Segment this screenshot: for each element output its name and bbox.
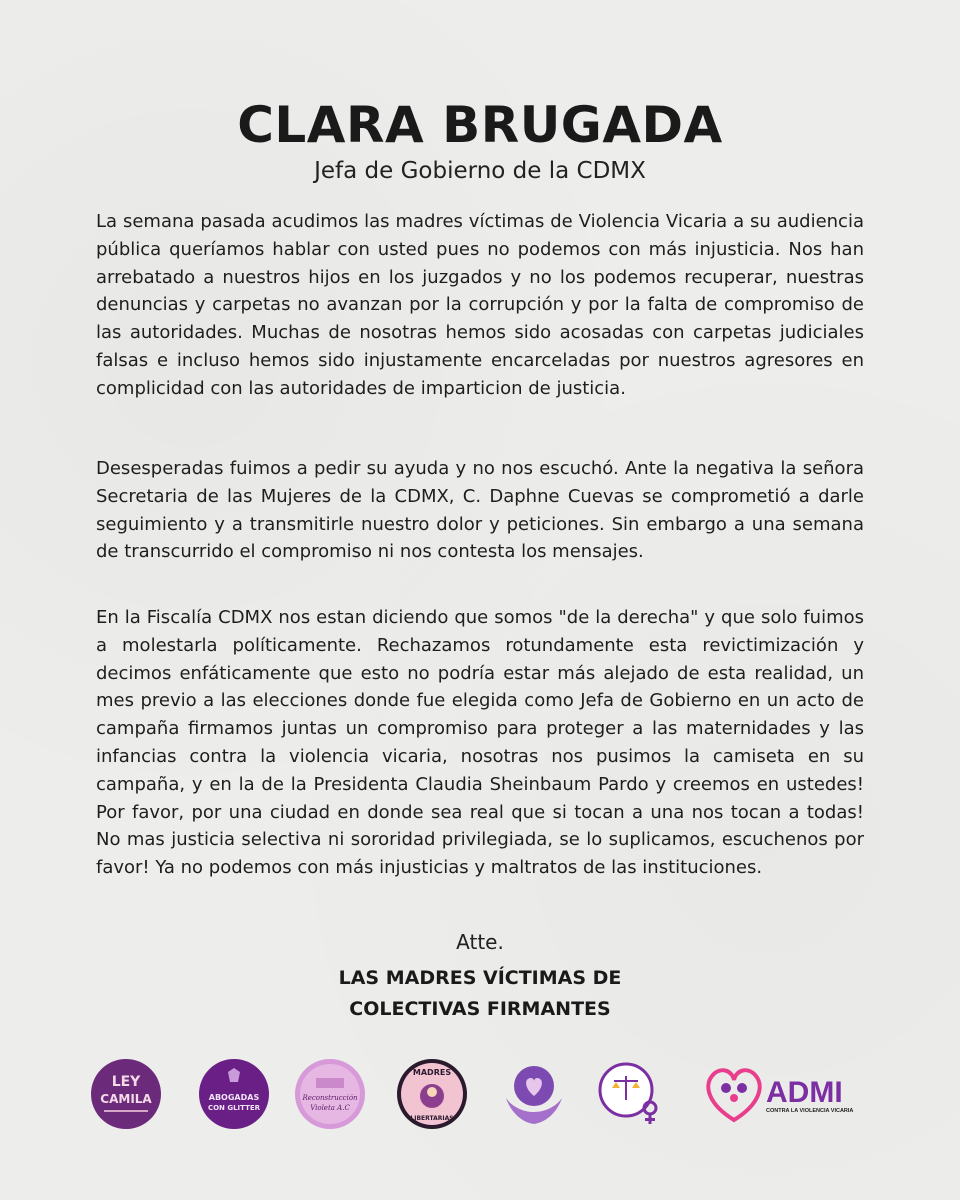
- admi-text-2: CONTRA LA VIOLENCIA VICARIA: [766, 1108, 854, 1114]
- admi-text-1: ADMI: [766, 1076, 843, 1109]
- madres-text-1: MADRES: [412, 1068, 452, 1077]
- reconstruccion-violeta-logo: [294, 1058, 366, 1130]
- justice-scale-logo: [594, 1058, 666, 1130]
- signature-block: [0, 963, 960, 1025]
- admi-logo: [698, 1058, 868, 1130]
- reconstruccion-text-2: Violeta A.C: [310, 1104, 350, 1112]
- ley-camila-text-2: CAMILA: [100, 1092, 152, 1106]
- hands-heart-logo: [498, 1058, 570, 1130]
- paragraph-2: Desesperadas fuimos a pedir su ayuda y no nos escuchó. Ante la negativa la señora Secretaria de las Mujeres de la CDMX, C. Daphne Cuevas se comprometió a darle seguimiento y a transmitirle nuestro dolor y peticiones. Sin embargo a una semana de transcurrido el compromiso ni nos contesta los mensajes.: [96, 458, 864, 563]
- paragraph-1: La semana pasada acudimos las madres víctimas de Violencia Vicaria a su audiencia pública queríamos hablar con usted pues no podemos con más injusticia. Nos han arrebatado a nuestros hijos en los juzgados y no los podemos recuperar, nuestras denuncias y carpetas no avanzan por la corrupción y por la falta de compromiso de las autoridades. Muchas de nosotras hemos sido acosadas con carpetas judiciales falsas e incluso hemos sido injustamente encarceladas por nuestros agresores en complicidad con las autoridades de imparticion de justicia.: [96, 211, 864, 399]
- logo-row: [90, 1058, 870, 1134]
- abogadas-con-glitter-logo: [198, 1058, 270, 1130]
- paragraph-3: En la Fiscalía CDMX nos estan diciendo que somos "de la derecha" y que solo fuimos a molestarla políticamente. Rechazamos rotundamente esta revictimización y decimos enfáticamente que esto no podría estar más alejado de esta realidad, un mes previo a las elecciones donde fue elegida como Jefa de Gobierno en un acto de campaña firmamos juntas un compromiso para proteger a las maternidades y las infancias contra la violencia vicaria, nosotras nos pusimos la camiseta en su campaña, y en la de la Presidenta Claudia Sheinbaum Pardo y creemos en ustedes! Por favor, por una ciudad en donde sea real que si tocan a una nos tocan a todas! No mas justicia selectiva ni sororidad privilegiada, se lo suplicamos, escuchenos por favor! Ya no podemos con más injusticias y maltratos de las instituciones.: [96, 607, 864, 879]
- reconstruccion-text-1: Reconstrucción: [302, 1094, 358, 1102]
- page-title: CLARA BRUGADA: [237, 96, 723, 154]
- abogadas-text-2: CON GLITTER: [207, 1104, 261, 1112]
- abogadas-text-1: ABOGADAS: [208, 1093, 260, 1102]
- ley-camila-logo: [90, 1058, 162, 1130]
- signature-line-2: COLECTIVAS FIRMANTES: [349, 998, 611, 1020]
- madres-libertarias-logo: [396, 1058, 468, 1130]
- signature-line-1: LAS MADRES VÍCTIMAS DE: [338, 967, 622, 989]
- madres-text-2: LIBERTARIAS: [410, 1115, 454, 1122]
- page-subtitle: Jefa de Gobierno de la CDMX: [314, 158, 646, 184]
- ley-camila-text-1: LEY: [111, 1074, 141, 1090]
- closing-atte: Atte.: [456, 930, 504, 954]
